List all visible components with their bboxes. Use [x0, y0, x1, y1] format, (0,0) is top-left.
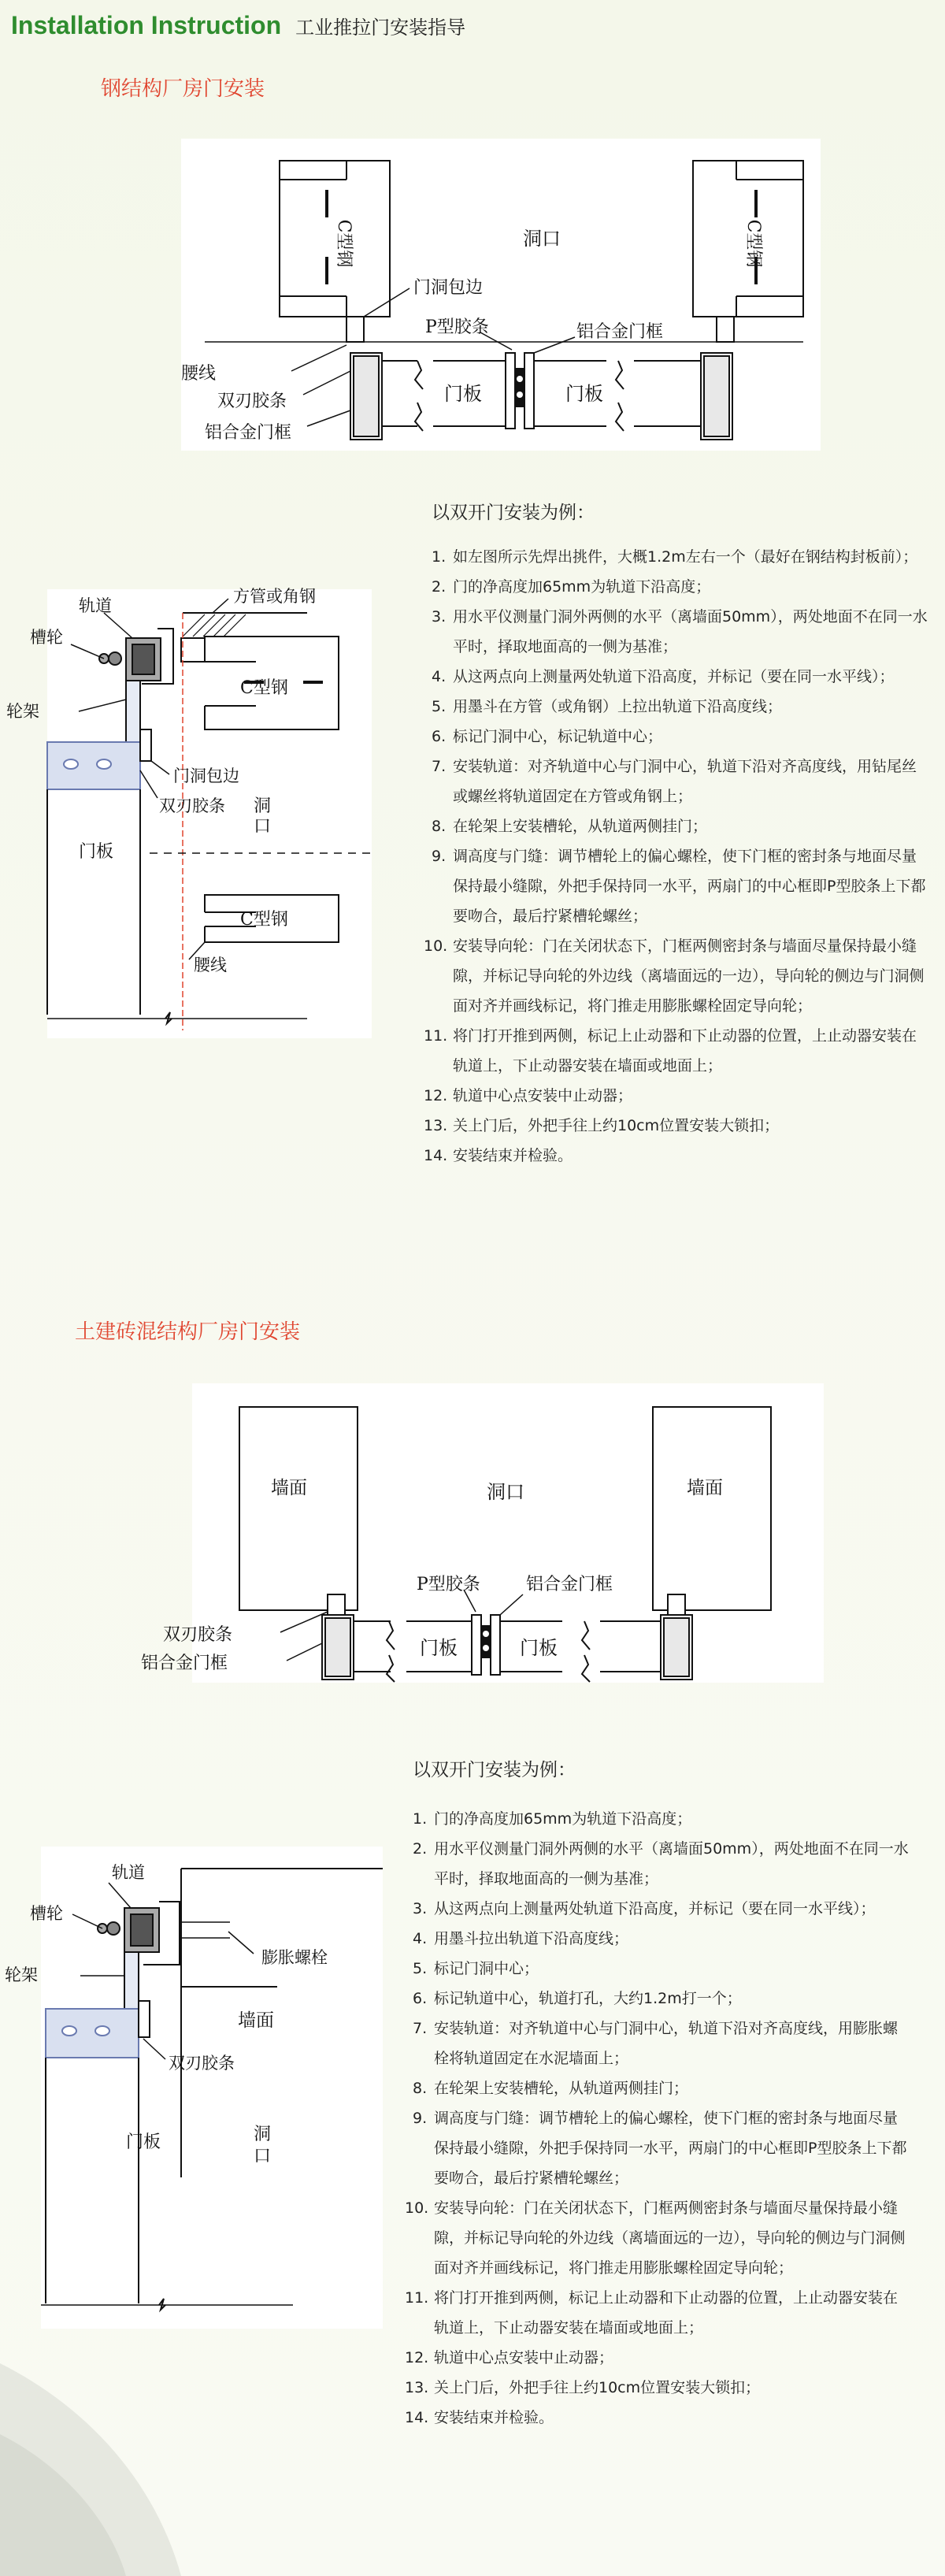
step-number: 3. [413, 1900, 428, 1917]
step-item [405, 2193, 909, 2283]
step-number: 14. [405, 2409, 429, 2426]
s2-left-wall-label: 墙面 [271, 1478, 307, 1498]
step-number: 10. [424, 937, 448, 955]
step-number: 13. [424, 1117, 448, 1134]
step-text: 安装轨道：对齐轨道中心与门洞中心，轨道下沿对齐高度线，用钻尾丝或螺丝将轨道固定在方管或角钢上； [453, 758, 917, 805]
step-text: 在轮架上安装槽轮，从轨道两侧挂门； [434, 2080, 689, 2097]
s2-side-pulley-label: 槽轮 [30, 1904, 63, 1923]
step-text: 标记轨道中心，轨道打孔，大约1.2m打一个； [434, 1990, 742, 2007]
step-text: 用墨斗在方管（或角钢）上拉出轨道下沿高度线； [453, 698, 783, 715]
s2-side-wheel-frame-label: 轮架 [5, 1965, 38, 1984]
step-number: 11. [424, 1027, 448, 1045]
step-item [424, 1081, 928, 1111]
step-text: 关上门后，外把手往上约10cm位置安装大锁扣； [434, 2379, 761, 2396]
s1-side-wheel-frame-label: 轮架 [6, 702, 39, 721]
s1-p-strip-label: P型胶条 [425, 317, 489, 337]
step-item [413, 1954, 909, 1984]
step-number: 7. [432, 758, 447, 775]
step-item [424, 1141, 928, 1171]
step-item [413, 1834, 909, 1894]
step-number: 9. [413, 2110, 428, 2127]
step-number: 13. [405, 2379, 429, 2396]
s1-waist-label: 腰线 [181, 364, 217, 384]
step-text: 用水平仪测量门洞外两侧的水平（离墙面50mm），两处地面不在同一水平时，择取地面高的一侧为基准； [434, 1840, 909, 1887]
step-text: 从这两点向上测量两处轨道下沿高度，并标记（要在同一水平线）； [453, 668, 895, 685]
s1-door-right-label: 门板 [565, 383, 603, 405]
s1-side-door-label: 门板 [79, 842, 114, 862]
s2-opening-label: 洞口 [487, 1481, 524, 1503]
section2-side-diagram [5, 1847, 383, 2329]
step-number: 12. [405, 2349, 429, 2366]
s1-side-double-strip-label: 双刃胶条 [159, 796, 225, 815]
step-text: 安装结束并检验。 [453, 1147, 573, 1164]
step-item [432, 811, 928, 841]
section1-top-diagram [181, 139, 821, 451]
step-number: 6. [413, 1990, 428, 2007]
page-header [11, 11, 465, 40]
step-text: 调高度与门缝：调节槽轮上的偏心螺栓，使下门框的密封条与地面尽量保持最小缝隙，外把手保持同一水平，两扇门的中心框即P型胶条上下都要吻合，最后拧紧槽轮螺丝； [434, 2110, 907, 2187]
s1-door-edge-label: 门洞包边 [413, 278, 484, 298]
step-text: 将门打开推到两侧，标记上止动器和下止动器的位置，上止动器安装在轨道上，下止动器安装在墙面或地面上； [453, 1027, 917, 1075]
s1-side-door-edge-label: 门洞包边 [173, 766, 239, 785]
step-item [432, 841, 928, 931]
step-number: 12. [424, 1087, 448, 1104]
step-text: 在轮架上安装槽轮，从轨道两侧挂门； [453, 818, 708, 835]
s2-side-opening2-label: 口 [254, 2147, 272, 2166]
step-number: 1. [413, 1810, 428, 1828]
step-text: 门的净高度加65mm为轨道下沿高度； [453, 578, 711, 596]
s2-alu-frame-left-label: 铝合金门框 [141, 1654, 228, 1673]
s1-side-opening-label: 洞 [254, 796, 272, 816]
s1-door-left-label: 门板 [444, 383, 482, 405]
step-item [413, 2073, 909, 2103]
step-text: 安装轨道：对齐轨道中心与门洞中心，轨道下沿对齐高度线，用膨胀螺栓将轨道固定在水泥墙面上； [434, 2020, 899, 2067]
step-item [405, 2283, 909, 2343]
step-number: 9. [432, 848, 447, 865]
step-number: 7. [413, 2020, 428, 2037]
section2-title: 土建砖混结构厂房门安装 [75, 1320, 301, 1344]
section1-side-diagram [6, 587, 372, 1038]
s2-side-bolt-label: 膨胀螺栓 [261, 1948, 328, 1967]
step-text: 将门打开推到两侧，标记上止动器和下止动器的位置，上止动器安装在轨道上，下止动器安装在墙面或地面上； [434, 2289, 899, 2337]
step-number: 10. [405, 2199, 429, 2217]
step-item [413, 1984, 909, 2014]
s2-double-strip-label: 双刃胶条 [163, 1625, 233, 1645]
step-item [405, 2373, 909, 2403]
step-number: 11. [405, 2289, 429, 2307]
step-number: 4. [432, 668, 447, 685]
step-text: 用墨斗拉出轨道下沿高度线； [434, 1930, 629, 1947]
step-number: 5. [413, 1960, 428, 1977]
section1-steps-list [424, 542, 928, 1171]
s2-side-double-strip-label: 双刃胶条 [169, 2054, 235, 2073]
s2-right-wall-label: 墙面 [687, 1478, 723, 1498]
s2-side-opening-label: 洞 [254, 2125, 272, 2144]
s2-door-right-label: 门板 [520, 1637, 558, 1659]
s1-side-waist-label: 腰线 [194, 956, 227, 974]
step-item [413, 2014, 909, 2073]
step-item [424, 1021, 928, 1081]
step-item [432, 722, 928, 752]
step-text: 轨道中心点安装中止动器； [434, 2349, 614, 2366]
s1-alu-frame-right-label: 铝合金门框 [576, 322, 664, 342]
step-text: 轨道中心点安装中止动器； [453, 1087, 633, 1104]
s1-double-strip-label: 双刃胶条 [217, 392, 287, 411]
step-number: 5. [432, 698, 447, 715]
step-item [413, 2103, 909, 2193]
s1-side-cbeam-label: C型钢 [240, 678, 288, 698]
step-number: 1. [432, 548, 447, 566]
section2-steps-title: 以双开门安装为例： [413, 1760, 576, 1780]
section2-top-diagram [141, 1383, 824, 1683]
s1-side-pulley-label: 槽轮 [30, 628, 63, 647]
step-item [405, 2403, 909, 2433]
step-text: 安装结束并检验。 [434, 2409, 554, 2426]
s1-side-cbeam2-label: C型钢 [240, 910, 288, 930]
step-item [413, 1924, 909, 1954]
step-number: 2. [432, 578, 447, 596]
step-text: 门的净高度加65mm为轨道下沿高度； [434, 1810, 692, 1828]
step-text: 安装导向轮：门在关闭状态下，门框两侧密封条与墙面尽量保持最小缝隙，并标记导向轮的外边线（离墙面远的一边），导向轮的侧边与门洞侧面对齐并画线标记，将门推走用膨胀螺栓固定导向轮； [453, 937, 925, 1015]
step-text: 调高度与门缝：调节槽轮上的偏心螺栓，使下门框的密封条与地面尽量保持最小缝隙，外把手保持同一水平，两扇门的中心框即P型胶条上下都要吻合，最后拧紧槽轮螺丝； [453, 848, 926, 925]
step-text: 从这两点向上测量两处轨道下沿高度，并标记（要在同一水平线）； [434, 1900, 876, 1917]
s1-left-col-label: C型钢 [334, 219, 354, 268]
s2-alu-frame-right-label: 铝合金门框 [526, 1575, 613, 1594]
s1-side-tube-label: 方管或角钢 [233, 587, 316, 606]
step-text: 如左图所示先焊出挑件，大概1.2m左右一个（最好在钢结构封板前）； [453, 548, 918, 566]
step-number: 3. [432, 608, 447, 625]
step-item [432, 572, 928, 602]
step-item [432, 692, 928, 722]
step-number: 2. [413, 1840, 428, 1858]
header-title-zh: 工业推拉门安装指导 [295, 17, 466, 39]
s2-p-strip-label: P型胶条 [417, 1575, 480, 1594]
step-text: 标记门洞中心，标记轨道中心； [453, 728, 663, 745]
s2-side-rail-label: 轨道 [112, 1863, 145, 1882]
step-item [405, 2343, 909, 2373]
s1-side-rail-label: 轨道 [79, 596, 112, 615]
s1-alu-frame-left-label: 铝合金门框 [205, 423, 292, 443]
section1-title: 钢结构厂房门安装 [101, 77, 265, 101]
step-text: 安装导向轮：门在关闭状态下，门框两侧密封条与墙面尽量保持最小缝隙，并标记导向轮的外边线（离墙面远的一边），导向轮的侧边与门洞侧面对齐并画线标记，将门推走用膨胀螺栓固定导向轮； [434, 2199, 906, 2277]
step-item [432, 602, 928, 662]
s2-door-left-label: 门板 [420, 1637, 458, 1659]
step-number: 14. [424, 1147, 448, 1164]
step-item [413, 1894, 909, 1924]
s2-side-door-label: 门板 [126, 2132, 161, 2152]
step-number: 6. [432, 728, 447, 745]
step-number: 8. [432, 818, 447, 835]
step-number: 4. [413, 1930, 428, 1947]
step-item [424, 1111, 928, 1141]
step-item [432, 752, 928, 811]
step-text: 标记门洞中心； [434, 1960, 539, 1977]
step-item [424, 931, 928, 1021]
step-text: 关上门后，外把手往上约10cm位置安装大锁扣； [453, 1117, 780, 1134]
s1-side-opening2-label: 口 [254, 817, 272, 837]
s1-opening-label: 洞口 [523, 228, 561, 250]
s2-side-wall-label: 墙面 [238, 2010, 274, 2031]
step-number: 8. [413, 2080, 428, 2097]
step-text: 用水平仪测量门洞外两侧的水平（离墙面50mm），两处地面不在同一水平时，择取地面高的一侧为基准； [453, 608, 928, 655]
header-title-en: Installation Instruction [11, 11, 282, 39]
step-item [432, 662, 928, 692]
step-item [432, 542, 928, 572]
step-item [413, 1804, 909, 1834]
section2-steps-list [405, 1804, 909, 2433]
s1-right-col-label: C型钢 [743, 219, 763, 268]
section1-steps-title: 以双开门安装为例： [432, 503, 595, 523]
decorative-curve [0, 2316, 260, 2576]
